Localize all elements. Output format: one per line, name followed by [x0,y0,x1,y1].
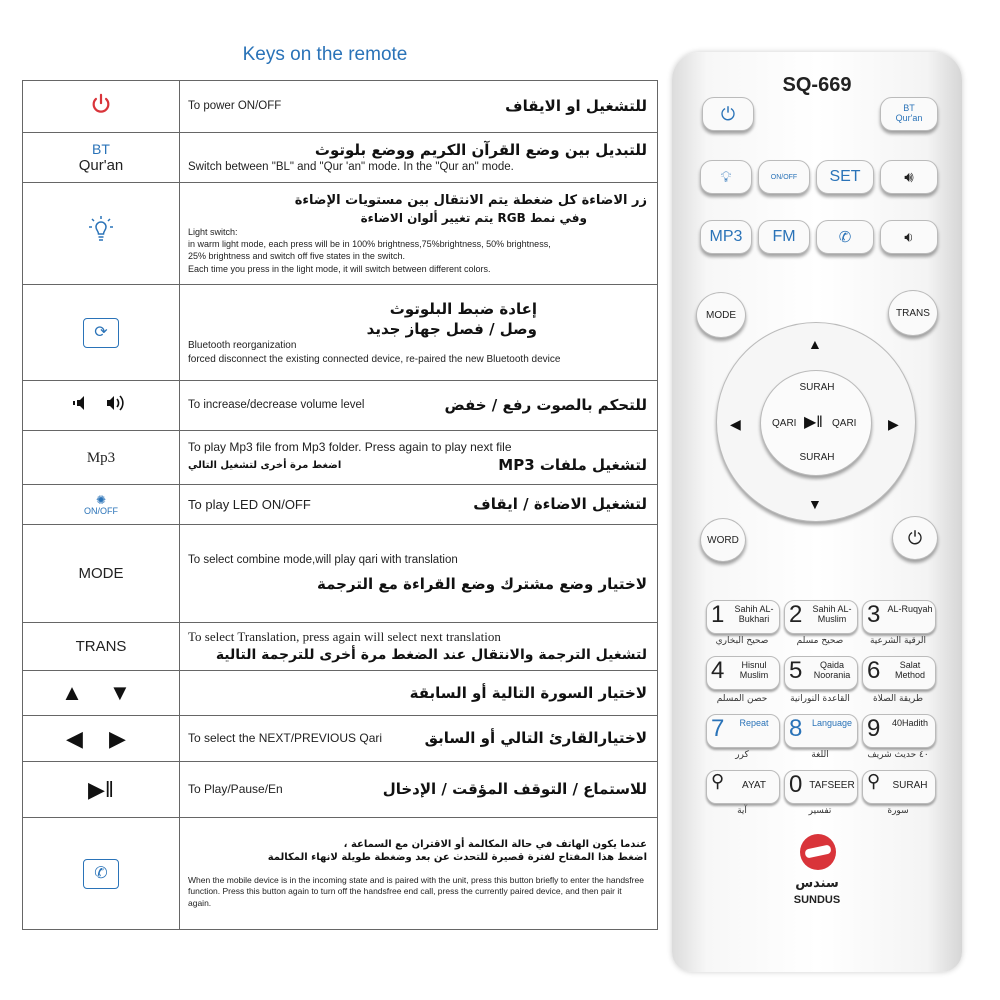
power-icon: ⏻ [907,527,923,548]
table-row [23,818,658,930]
table-row [23,81,658,133]
row-en: To select Translation, press again will select next translation [188,629,501,645]
key-label: Qur'an [78,157,124,174]
brand-en: SUNDUS [793,894,841,906]
row-en: To play LED ON/OFF [188,496,311,512]
row-ar: عندما يكون الهاتف في حالة المكالمة أو الاقتران مع السماعة ، [343,838,647,850]
row-ar: للتشغيل او الايقاف [505,97,647,116]
row-en: When the mobile device is in the incoming state and is paired with the unit, press this button briefly to enter the handsfree [188,874,644,885]
right-arrow-icon[interactable]: ▶ [888,416,899,432]
row-en: Light switch: [188,227,238,238]
key-label: BT [92,141,110,157]
power-button[interactable] [702,97,754,131]
volume-icon [71,392,131,414]
num-key-ar: ٤٠ حديث شريف [867,750,929,760]
row-en: To select combine mode,will play qari with translation [188,553,458,566]
handsfree-phone-icon: ✆ [838,229,852,246]
light-onoff-icon: ✺ [95,492,107,507]
row-ar: اضغط هذا المفتاح لفترة قصيرة للتحدث عن بعد وضغطة طويلة لانهاء المكالمة [267,852,647,864]
down-arrow-icon[interactable]: ▼ [808,496,822,512]
up-arrow-icon[interactable]: ▲ [808,336,822,352]
row-en: Bluetooth reorganization [188,340,297,352]
num-key-ar: صحيح البخاري [715,636,769,646]
table-row [23,762,658,818]
light-button[interactable] [700,160,752,194]
num-key-ar: تفسير [808,806,832,816]
table-row [23,485,658,525]
row-ar: إعادة ضبط البلوتوث [389,299,537,318]
row-ar: للتحكم بالصوت رفع / خفض [444,396,647,415]
table-row [23,623,658,671]
brand-ar: سندس [795,876,839,891]
row-ar: لتشغيل ملفات MP3 [498,456,647,475]
remote-control [672,52,962,972]
row-en: To increase/decrease volume level [188,398,365,411]
trans-button[interactable]: TRANS [888,290,938,336]
handsfree-power-button[interactable] [892,516,938,560]
row-ar: لاختيار وضع مشترك وضع القراءة مع الترجمة [317,575,647,594]
num-key-ar: حصن المسلم [716,694,768,704]
num-key-1[interactable]: 1 Sahih AL-Bukhari [706,600,780,634]
row-ar: اضغط مرة أخرى لتشغيل التالي [188,459,342,471]
row-en: forced disconnect the existing connected device, re-paired the new Bluetooth device [188,353,561,365]
num-key-7[interactable]: 7 Repeat [706,714,780,748]
row-ar: زر الاضاءة كل ضغطة يتم الانتقال بين مستويات الإضاءة [294,193,647,209]
num-key-ar: كرر [735,750,749,760]
qari-left-label[interactable]: QARI [772,418,797,429]
row-en: To play Mp3 file from Mp3 folder. Press again to play next file [188,440,512,455]
table-row [23,716,658,762]
handsfree-button[interactable] [816,220,874,254]
row-ar: وصل / فصل جهاز جديد [366,320,537,338]
surah-key[interactable]: ⚲ SURAH [862,770,936,804]
surah-down-label[interactable]: SURAH [799,452,835,463]
num-key-4[interactable]: 4 Hisnul Muslim [706,656,780,690]
light-bulb-icon [86,213,116,249]
key-label: TRANS [75,637,127,655]
row-ar: لاختيارالقارئ التالي أو السابق [424,729,647,748]
table-row [23,431,658,485]
volume-up-icon: 🔊︎ [904,168,914,186]
search-icon: ⚲ [867,771,881,791]
row-en: To select the NEXT/PREVIOUS Qari [188,731,383,746]
num-key-ar: اللغة [811,750,829,760]
num-key-ar: طريقة الصلاة [872,694,923,704]
light-bulb-icon: 💡︎ [720,168,732,186]
row-ar: للتبديل بين وضع القرآن الكريم ووضع بلوتوث [314,140,647,159]
row-en: To Play/Pause/En [188,782,283,797]
left-arrow-icon[interactable]: ◀ [730,416,741,432]
num-key-ar: الرقية الشرعية [869,636,927,646]
num-key-3[interactable]: 3 AL-Ruqyah [862,600,936,634]
keys-table [22,80,658,930]
word-button[interactable]: WORD [700,518,746,562]
row-en: Switch between "BL" and "Qur 'an" mode. In the "Qur an" mode. [188,160,514,173]
mp3-button[interactable]: MP3 [700,220,752,254]
play-pause-button[interactable]: ▶‖ [804,414,823,431]
num-key-2[interactable]: 2 Sahih AL-Muslim [784,600,858,634]
power-icon [90,93,112,115]
key-label: ON/OFF [84,505,118,516]
row-ar: وفي نمط RGB يتم تغيير ألوان الاضاءة [360,210,587,225]
row-en: Each time you press in the light mode, it will switch between different colors. [188,263,491,274]
set-button[interactable]: SET [816,160,874,194]
num-key-ar: القاعدة النورانية [790,694,850,704]
table-row [23,381,658,431]
num-key-5[interactable]: 5 Qaida Noorania [784,656,858,690]
num-key-6[interactable]: 6 Salat Method [862,656,936,690]
table-row [23,525,658,623]
table-row [23,671,658,716]
table-row [23,133,658,183]
num-key-ar: آية [737,806,747,816]
key-label: MODE [78,564,124,582]
bluetooth-reset-icon: ⟳ [83,318,119,348]
power-icon: ⏻ [720,103,736,124]
search-icon: ⚲ [711,771,725,791]
left-right-arrow-icon: ◀ ▶ [66,725,136,751]
row-en: To power ON/OFF [188,99,282,112]
table-row [23,183,658,285]
mode-button[interactable]: MODE [696,292,746,338]
num-key-ar: صحيح مسلم [796,636,844,646]
num-key-9[interactable]: 9 40Hadith [862,714,936,748]
qari-right-label[interactable]: QARI [832,418,857,429]
volume-up-button[interactable] [880,160,938,194]
row-ar: لتشغيل الترجمة والانتقال عند الضغط مرة أخرى للترجمة التالية [215,646,647,663]
num-key-8[interactable]: 8 Language [784,714,858,748]
num-key-ar: سورة [887,806,909,816]
up-down-arrow-icon: ▲ ▼ [61,680,141,705]
play-pause-icon: ▶‖ [87,776,114,802]
ayat-key[interactable]: ⚲ AYAT [706,770,780,804]
volume-down-icon: 🔉︎ [904,228,914,246]
surah-up-label[interactable]: SURAH [799,382,835,393]
row-en: 25% brightness and switch off five states in the switch. [188,251,405,262]
row-ar: لاختيار السورة التالية أو السابقة [409,683,647,702]
fm-button[interactable]: FM [758,220,810,254]
sundus-logo-icon [800,834,836,870]
row-en: function. Press this button again to turn off the handsfree end call, press the currently paired device, and then pair it again. [188,886,622,908]
light-onoff-button[interactable]: ON/OFF [758,160,810,194]
remote-model: SQ-669 [782,74,852,96]
num-key-0[interactable]: 0 TAFSEER [784,770,858,804]
page-title: Keys on the remote [242,44,408,65]
bt-quran-button[interactable]: BT Qur'an [880,97,938,131]
handsfree-phone-icon: ✆ [83,859,119,889]
row-ar: للاستماع / التوقف المؤقت / الإدخال [382,780,647,799]
row-ar: لتشغيل الاضاءة / ايقاف [473,495,647,514]
volume-down-button[interactable] [880,220,938,254]
row-en: in warm light mode, each press will be in 100% brightness,75%brightness, 50% brightness, [188,239,551,250]
table-row [23,285,658,381]
key-label: Mp3 [86,449,116,466]
